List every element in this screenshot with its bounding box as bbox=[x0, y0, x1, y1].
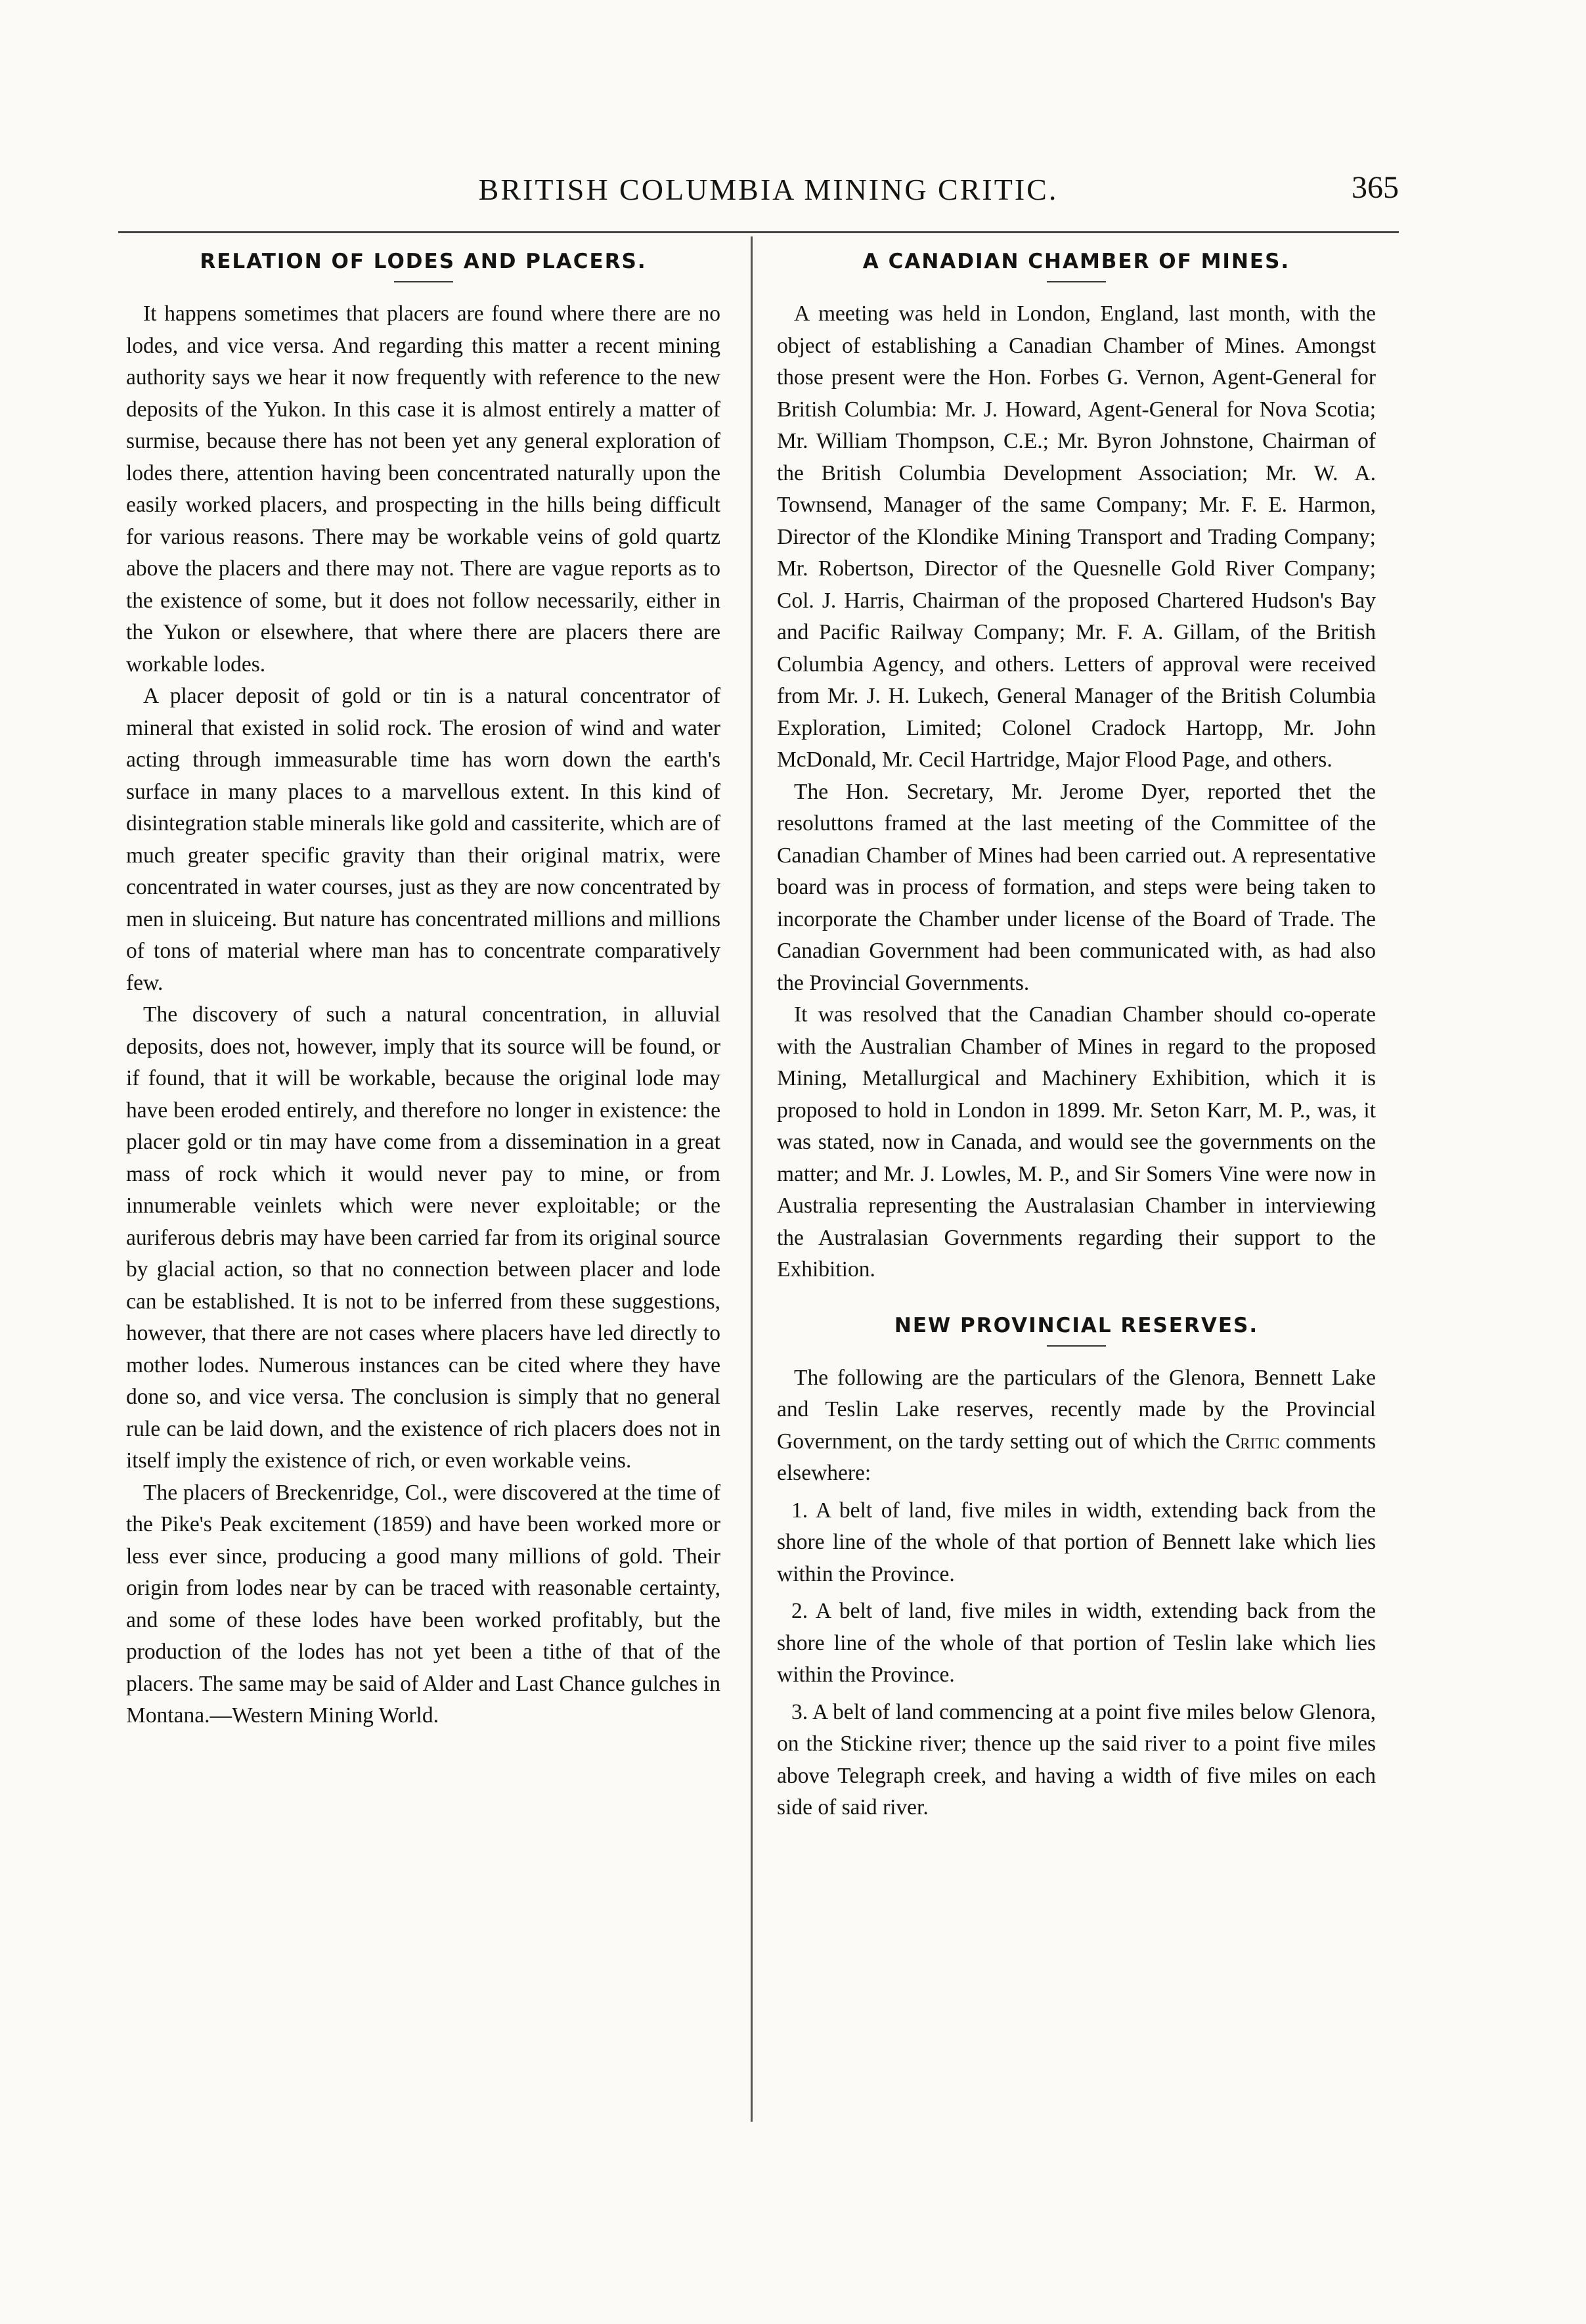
article-paragraph: A placer deposit of gold or tin is a natural concentrator of mineral that existed in solid rock. The erosion of wind and water acting through immeasurable time has worn down the earth's surface in many places to a marvellous extent. In this kind of disintegration stable minerals like gold and cassiterite, which are of much greater specific gravity than their original matrix, were concentrated in water courses, just as they are now concentrated by men in sluiceing. But nature has concentrated millions and millions of tons of material where man has to concentrate comparatively few. bbox=[126, 684, 720, 995]
heading-rule bbox=[1047, 281, 1106, 282]
article-paragraph: It happens sometimes that placers are found where there are no lodes, and vice versa. And regarding this matter a recent mining authority says we hear it now frequently with reference to the new deposits of the Yukon. In this case it is almost entirely a matter of surmise, because there has not been yet any general exploration of lodes there, attention having been concentrated naturally upon the easily worked placers, and prospecting in the hills being difficult for various reasons. There may be workable veins of gold quartz above the placers and there may not. There are vague reports as to the existence of some, but it does not follow necessarily, either in the Yukon or elsewhere, that where there are placers there are workable lodes. bbox=[126, 302, 720, 677]
running-title: BRITISH COLUMBIA MINING CRITIC. bbox=[478, 173, 1059, 206]
right-column bbox=[777, 248, 1376, 1824]
heading-rule bbox=[1047, 1345, 1106, 1347]
reserve-list-item: 1. A belt of land, five miles in width, extending back from the shore line of the whole of that portion of Bennett lake which lies within the Province. bbox=[777, 1498, 1376, 1586]
article-heading-lodes-placers: RELATION OF LODES AND PLACERS. bbox=[200, 250, 647, 273]
article-paragraph: The Hon. Secretary, Mr. Jerome Dyer, reported thet the resoluttons framed at the last meeting of the Committee of the Canadian Chamber of Mines had been carried out. A representative board was in process of formation, and steps were being taken to incorporate the Chamber under license of the Board of Trade. The Canadian Government had been communicated with, as had also the Provincial Governments. bbox=[777, 779, 1376, 995]
section-spacer bbox=[777, 1286, 1376, 1312]
reserve-list-item: 3. A belt of land commencing at a point five miles below Glenora, on the Stickine river; thence up the said river to a point five miles above Telegraph creek, and having a width of five miles on each side of said river. bbox=[777, 1699, 1376, 1820]
left-column bbox=[126, 248, 720, 1732]
article-paragraph: It was resolved that the Canadian Chamber should co-operate with the Australian Chamber of Mines in regard to the proposed Mining, Metallurgical and Machinery Exhibition, which it is proposed to hold in London in 1899. Mr. Seton Karr, M. P., was, it was stated, now in Canada, and would see the governments on the matter; and Mr. J. Lowles, M. P., and Sir Somers Vine were now in Australia representing the Australasian Chamber in interviewing the Australasian Governments regarding their support to the Exhibition. bbox=[777, 1002, 1376, 1282]
heading-rule bbox=[394, 281, 453, 282]
article-paragraph: The discovery of such a natural concentration, in alluvial deposits, does not, however, imply that its source will be found, or if found, that it will be workable, because the original lode may have been eroded entirely, and therefore no longer in existence: the placer gold or tin may have come from a dissemination in a great mass of rock which it would never pay to mine, or from innumerable veinlets which were never exploitable; or the auriferous debris may have been carried far from its original source by glacial action, so that no connection between placer and lode can be established. It is not to be inferred from these suggestions, however, that there are not cases where placers have led directly to mother lodes. Numerous instances can be cited where they have done so, and vice versa. The conclusion is simply that no general rule can be laid down, and the existence of rich placers does not in itself imply the existence of rich, or even workable veins. bbox=[126, 1002, 720, 1473]
header-rule bbox=[118, 231, 1399, 233]
reserve-list-item: 2. A belt of land, five miles in width, extending back from the shore line of the whole of that portion of Teslin lake which lies within the Province. bbox=[777, 1599, 1376, 1687]
article-heading-provincial-reserves: NEW PROVINCIAL RESERVES. bbox=[894, 1313, 1259, 1337]
article-paragraph: The placers of Breckenridge, Col., were discovered at the time of the Pike's Peak excitement (1859) and have been worked more or less ever since, producing a good many millions of gold. Their origin from lodes near by can be traced with reasonable certainty, and some of these lodes have been worked profitably, but the production of the lodes has not yet been a tithe of that of the placers. The same may be said of Alder and Last Chance gulches in Montana.—Western Mining World. bbox=[126, 1480, 720, 1728]
article-intro bbox=[777, 1362, 1376, 1490]
column-divider bbox=[751, 236, 753, 2122]
publication-name: Critic bbox=[1225, 1429, 1280, 1454]
intro-text-before: The following are the particulars of the Glenora, Bennett Lake and Teslin Lake reserves, recently made by the Provincial Government, on the tardy setting out of which the bbox=[777, 1365, 1376, 1454]
article-paragraph: A meeting was held in London, England, last month, with the object of establishing a Canadian Chamber of Mines. Amongst those present were the Hon. Forbes G. Vernon, Agent-General for British Columbia: Mr. J. Howard, Agent-General for Nova Scotia; Mr. William Thompson, C.E.; Mr. Byron Johnstone, Chairman of the British Columbia Development Association; Mr. W. A. Townsend, Manager of the same Company; Mr. F. E. Harmon, Director of the Klondike Mining Transport and Trading Company; Mr. Robertson, Director of the Quesnelle Gold River Company; Col. J. Harris, Chairman of the proposed Chartered Hudson's Bay and Pacific Railway Company; Mr. F. A. Gillam, of the British Columbia Agency, and others. Letters of approval were received from Mr. J. H. Lukech, General Manager of the British Columbia Exploration, Limited; Colonel Cradock Hartopp, Mr. John McDonald, Mr. Cecil Hartridge, Major Flood Page, and others. bbox=[777, 302, 1376, 772]
page-number: 365 bbox=[1352, 170, 1399, 205]
article-heading-chamber-of-mines: A CANADIAN CHAMBER OF MINES. bbox=[862, 250, 1290, 273]
intro-text-after: comments elsewhere: bbox=[777, 1429, 1377, 1485]
